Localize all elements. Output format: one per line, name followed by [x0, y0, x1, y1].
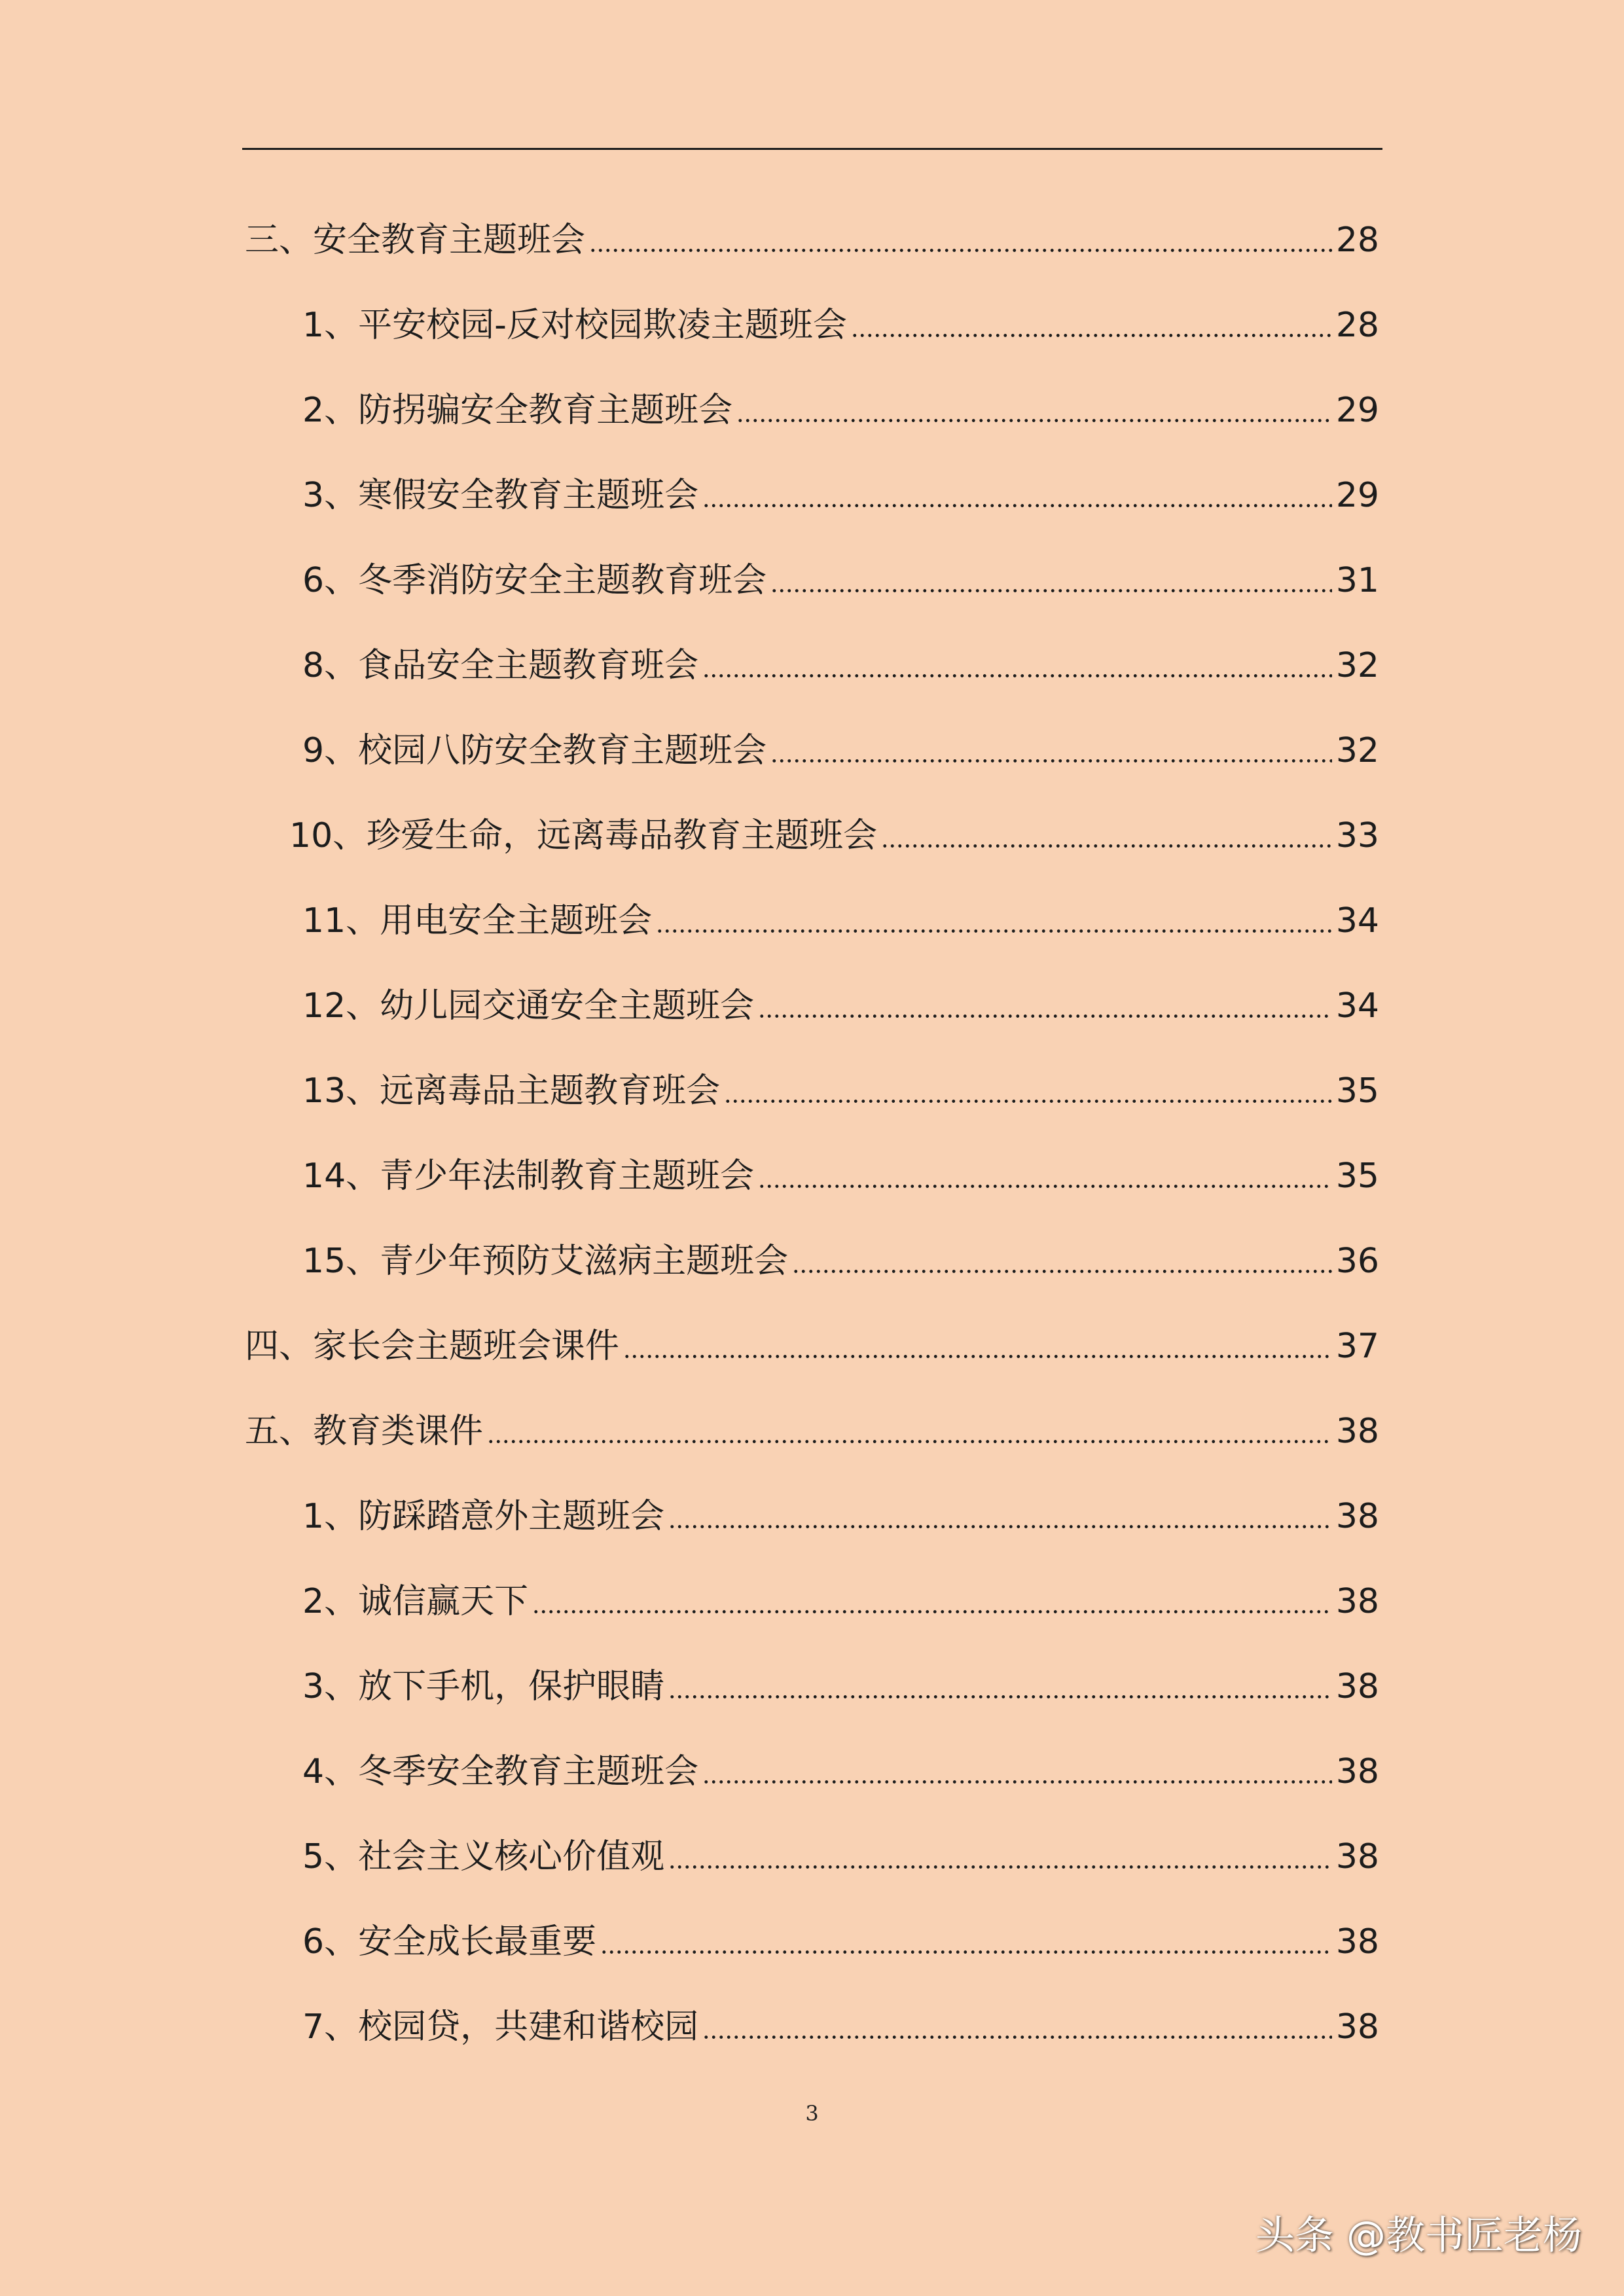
toc-dot-leader [770, 734, 1332, 768]
toc-entry[interactable] [0, 1644, 1624, 1729]
table-of-contents [0, 198, 1624, 2070]
toc-entry[interactable] [0, 878, 1624, 963]
toc-entry-page: 32 [1335, 731, 1379, 770]
toc-entry-page: 36 [1335, 1242, 1379, 1281]
toc-dot-leader [668, 1670, 1332, 1704]
toc-entry-title: 6、冬季消防安全主题教育班会 [302, 561, 767, 600]
toc-entry[interactable] [0, 283, 1624, 368]
toc-entry-page: 38 [1335, 1752, 1379, 1791]
toc-entry-title: 3、放下手机，保护眼睛 [302, 1667, 665, 1706]
toc-entry-page: 28 [1335, 221, 1379, 260]
toc-dot-leader [881, 819, 1332, 853]
watermark-text: 头条 @教书匠老杨 [1255, 2213, 1582, 2259]
toc-entry-page: 35 [1335, 1157, 1379, 1196]
toc-entry-title: 三、安全教育主题班会 [245, 221, 586, 260]
toc-dot-leader [770, 564, 1332, 598]
toc-entry-title: 4、冬季安全教育主题班会 [302, 1752, 699, 1791]
toc-entry[interactable] [0, 1559, 1624, 1644]
toc-entry-title: 1、防踩踏意外主题班会 [302, 1497, 665, 1536]
toc-entry-title: 11、用电安全主题班会 [302, 901, 653, 941]
toc-entry-page: 29 [1335, 391, 1379, 430]
toc-entry[interactable] [0, 793, 1624, 878]
toc-dot-leader [736, 393, 1332, 427]
toc-entry-page: 38 [1335, 2007, 1379, 2047]
toc-entry-page: 38 [1335, 1922, 1379, 1962]
toc-entry-title: 五、教育类课件 [245, 1412, 484, 1451]
toc-dot-leader [668, 1499, 1332, 1534]
toc-entry-title: 12、幼儿园交通安全主题班会 [302, 986, 755, 1026]
toc-dot-leader [792, 1244, 1332, 1278]
toc-dot-leader [851, 308, 1332, 342]
toc-entry-title: 15、青少年预防艾滋病主题班会 [302, 1242, 789, 1281]
header-rule [242, 148, 1382, 150]
toc-dot-leader [758, 1159, 1332, 1193]
toc-dot-leader [758, 989, 1332, 1023]
toc-entry-title: 9、校园八防安全教育主题班会 [302, 731, 767, 770]
toc-entry-page: 31 [1335, 561, 1379, 600]
toc-entry[interactable] [0, 538, 1624, 623]
toc-entry[interactable] [0, 1729, 1624, 1814]
toc-entry[interactable] [0, 1219, 1624, 1304]
toc-dot-leader [600, 1925, 1332, 1959]
toc-entry-title: 3、寒假安全教育主题班会 [302, 476, 699, 515]
toc-entry-title: 7、校园贷，共建和谐校园 [302, 2007, 699, 2047]
toc-entry-page: 29 [1335, 476, 1379, 515]
toc-entry-title: 13、远离毒品主题教育班会 [302, 1071, 721, 1111]
toc-entry-title: 2、防拐骗安全教育主题班会 [302, 391, 733, 430]
toc-dot-leader [702, 2010, 1332, 2044]
toc-entry-page: 38 [1335, 1412, 1379, 1451]
toc-entry[interactable] [0, 623, 1624, 708]
toc-dot-leader [702, 1755, 1332, 1789]
toc-entry[interactable] [0, 708, 1624, 793]
toc-dot-leader [589, 223, 1332, 257]
toc-entry-title: 10、珍爱生命，远离毒品教育主题班会 [289, 816, 878, 855]
toc-entry-page: 35 [1335, 1071, 1379, 1111]
toc-entry-page: 33 [1335, 816, 1379, 855]
toc-entry[interactable] [0, 1134, 1624, 1219]
toc-entry-page: 38 [1335, 1667, 1379, 1706]
toc-dot-leader [656, 904, 1332, 938]
toc-dot-leader [623, 1329, 1332, 1363]
toc-entry-title: 5、社会主义核心价值观 [302, 1837, 665, 1876]
toc-entry-page: 37 [1335, 1327, 1379, 1366]
toc-entry-title: 8、食品安全主题教育班会 [302, 646, 699, 685]
toc-dot-leader [702, 478, 1332, 512]
toc-entry[interactable] [0, 368, 1624, 453]
toc-entry-title: 14、青少年法制教育主题班会 [302, 1157, 755, 1196]
toc-entry-title: 2、诚信赢天下 [302, 1582, 529, 1621]
toc-entry[interactable] [0, 453, 1624, 538]
toc-entry[interactable] [0, 1474, 1624, 1559]
toc-entry[interactable] [0, 1984, 1624, 2070]
toc-entry-title: 四、家长会主题班会课件 [245, 1327, 620, 1366]
toc-entry-page: 34 [1335, 901, 1379, 941]
toc-entry-page: 38 [1335, 1582, 1379, 1621]
toc-entry-page: 28 [1335, 306, 1379, 345]
toc-entry-page: 34 [1335, 986, 1379, 1026]
toc-entry-page: 38 [1335, 1497, 1379, 1536]
toc-dot-leader [668, 1840, 1332, 1874]
toc-entry-page: 32 [1335, 646, 1379, 685]
toc-entry[interactable] [0, 198, 1624, 283]
toc-dot-leader [532, 1585, 1332, 1619]
toc-dot-leader [702, 649, 1332, 683]
toc-entry[interactable] [0, 1899, 1624, 1984]
toc-entry[interactable] [0, 963, 1624, 1049]
toc-entry-title: 6、安全成长最重要 [302, 1922, 597, 1962]
toc-entry-title: 1、平安校园-反对校园欺凌主题班会 [302, 306, 847, 345]
toc-entry[interactable] [0, 1389, 1624, 1474]
toc-dot-leader [724, 1074, 1332, 1108]
toc-dot-leader [487, 1414, 1332, 1448]
toc-entry[interactable] [0, 1814, 1624, 1899]
toc-entry[interactable] [0, 1049, 1624, 1134]
toc-entry-page: 38 [1335, 1837, 1379, 1876]
page-number: 3 [805, 2101, 819, 2126]
toc-entry[interactable] [0, 1304, 1624, 1389]
